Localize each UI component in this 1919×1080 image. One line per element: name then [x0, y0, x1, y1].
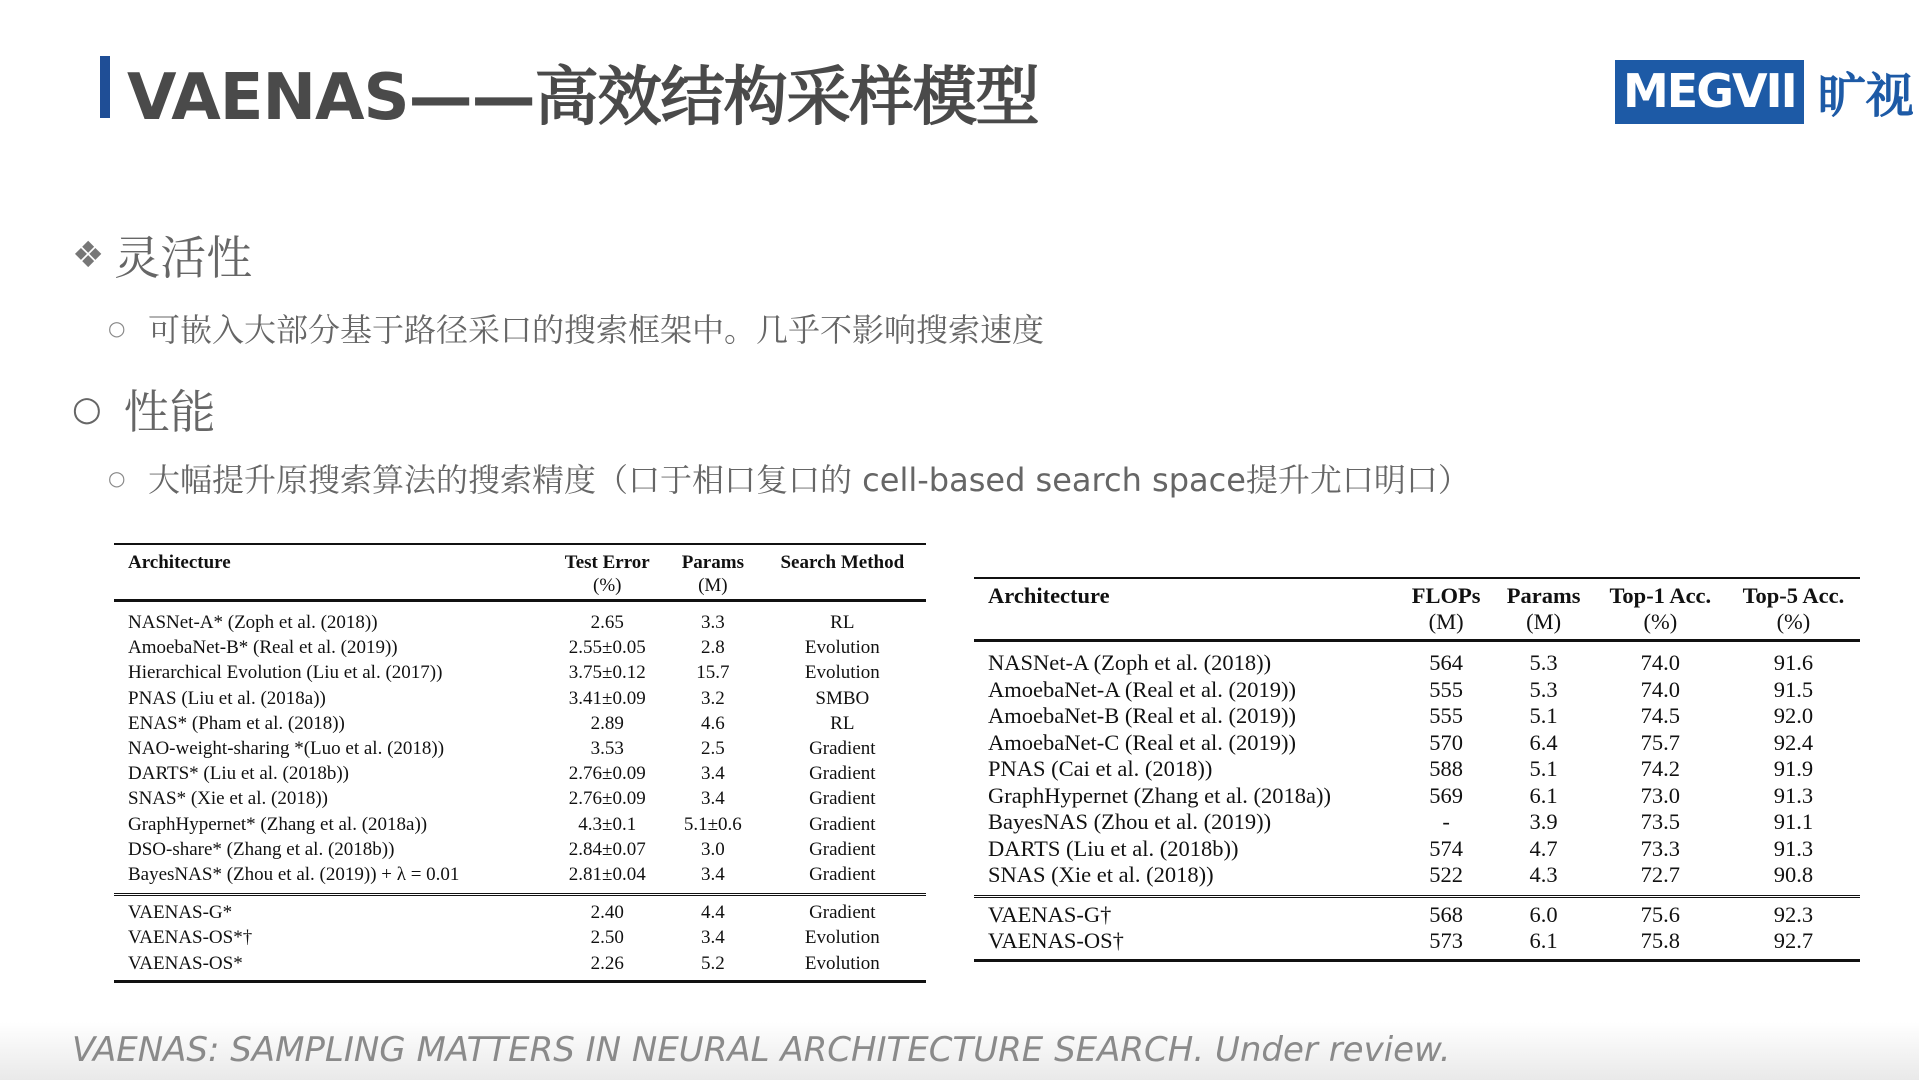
cell-value: 6.0 — [1493, 896, 1593, 928]
cell-value: 3.3 — [700, 612, 725, 633]
cell-value: 91.6 — [1773, 650, 1814, 675]
cell-architecture: Hierarchical Evolution (Liu et al. (2017)) — [128, 662, 443, 684]
cell-value: 72.7 — [1640, 862, 1681, 887]
cell-value: 588 — [1429, 756, 1464, 781]
table-row — [114, 736, 926, 761]
cell-value: 2.40 — [547, 895, 667, 926]
cell-value: RL — [830, 712, 855, 734]
cell-value: 573 — [1399, 928, 1494, 960]
cell-value: 15.7 — [696, 662, 730, 684]
col-test-error: Test Error (%) — [547, 544, 667, 601]
cell-value: 3.75±0.12 — [568, 662, 646, 684]
cell-value: 92.7 — [1727, 928, 1860, 960]
circle-bullet-icon: ○ — [72, 389, 102, 429]
cell-value: 5.3 — [1529, 676, 1558, 702]
cell-value: Gradient — [809, 738, 876, 760]
cell-value: RL — [830, 612, 855, 633]
cell-value: 569 — [1429, 782, 1464, 808]
cell-value: Gradient — [809, 838, 876, 860]
cell-architecture: NASNet-A* (Zoph et al. (2018)) — [128, 612, 378, 633]
cell-architecture: BayesNAS* (Zhou et al. (2019)) + λ = 0.01 — [128, 864, 460, 886]
cell-value: 3.53 — [590, 738, 624, 760]
cell-value: 3.4 — [700, 864, 725, 886]
col-flops: FLOPs (M) — [1399, 578, 1494, 641]
table-row — [114, 812, 926, 837]
cell-architecture: VAENAS-G* — [114, 895, 547, 926]
bullet-performance — [72, 376, 216, 442]
paper-citation: VAENAS: SAMPLING MATTERS IN NEURAL ARCHITECTURE SEARCH. Under review. — [72, 1030, 1451, 1070]
table-header-row — [114, 544, 926, 601]
title-accent-bar — [100, 56, 110, 118]
cell-architecture: PNAS (Cai et al. (2018)) — [988, 756, 1213, 781]
cell-value: 91.9 — [1773, 756, 1814, 781]
cell-architecture: PNAS (Liu et al. (2018a)) — [128, 687, 326, 709]
sub-bullet-performance — [108, 455, 1470, 501]
table-row — [114, 895, 926, 926]
cell-value: 574 — [1429, 835, 1464, 861]
cell-architecture: VAENAS-OS† — [974, 928, 1399, 960]
cell-value: 3.4 — [700, 763, 725, 785]
cell-value: 4.7 — [1529, 835, 1558, 861]
cell-value: 91.3 — [1773, 835, 1814, 861]
col-params: Params (M) — [1493, 578, 1593, 641]
cell-value: 2.76±0.09 — [568, 763, 646, 785]
table-row — [974, 703, 1860, 730]
cell-value: 92.0 — [1773, 703, 1814, 728]
logo-cn-text: 旷视 — [1817, 68, 1914, 124]
cell-architecture: BayesNAS (Zhou et al. (2019)) — [988, 809, 1272, 834]
cell-value: 91.1 — [1773, 809, 1814, 834]
cell-value: 5.3 — [1529, 650, 1558, 675]
diamond-bullet-icon: ❖ — [72, 234, 105, 276]
cell-value: 4.3±0.1 — [578, 813, 637, 835]
cell-architecture: GraphHypernet* (Zhang et al. (2018a)) — [128, 813, 428, 835]
cell-value: 568 — [1399, 896, 1494, 928]
cell-value: Gradient — [809, 788, 876, 810]
cell-architecture: AmoebaNet-B (Real et al. (2019)) — [988, 703, 1297, 728]
cell-value: Gradient — [759, 895, 926, 926]
cell-architecture: NASNet-A (Zoph et al. (2018)) — [988, 650, 1272, 675]
cell-value: 91.3 — [1773, 782, 1814, 808]
table-row — [974, 677, 1860, 704]
table-row — [974, 783, 1860, 810]
cell-value: 73.3 — [1640, 835, 1681, 861]
table-row — [974, 928, 1860, 960]
table-row — [974, 896, 1860, 928]
cell-value: 2.55±0.05 — [568, 637, 646, 659]
table-row — [114, 925, 926, 950]
cell-value: 6.4 — [1529, 729, 1558, 755]
cell-architecture: AmoebaNet-C (Real et al. (2019)) — [988, 729, 1297, 755]
cell-architecture: NAO-weight-sharing *(Luo et al. (2018)) — [128, 738, 445, 760]
cell-architecture: VAENAS-OS*† — [128, 927, 253, 949]
cell-value: 75.8 — [1594, 928, 1727, 960]
cell-architecture: VAENAS-OS* — [114, 951, 547, 982]
cell-value: 522 — [1429, 862, 1464, 887]
cell-value: 74.2 — [1640, 756, 1681, 781]
table-row — [114, 711, 926, 736]
slide-title: VAENAS——高效结构采样模型 — [127, 61, 1039, 135]
cell-value: 4.6 — [700, 712, 725, 734]
cell-value: 3.4 — [700, 788, 725, 810]
bullet-flexibility-text: 灵活性 — [114, 231, 253, 285]
table-row — [114, 601, 926, 636]
cell-value: 555 — [1429, 703, 1464, 728]
cell-value: 3.9 — [1529, 809, 1558, 834]
col-search-method: Search Method — [759, 544, 926, 601]
table-row — [974, 756, 1860, 783]
megvii-logo — [1615, 57, 1914, 126]
cell-value: 2.5 — [700, 738, 725, 760]
circle-bullet-icon: ○ — [108, 466, 126, 490]
sub-bullet-flexibility — [108, 305, 1044, 351]
cell-value: 2.84±0.07 — [568, 838, 646, 860]
circle-bullet-icon: ○ — [108, 316, 126, 340]
cell-value: 75.6 — [1594, 896, 1727, 928]
cell-value: 5.1 — [1529, 756, 1558, 781]
table-row — [974, 641, 1860, 677]
table-row — [974, 809, 1860, 836]
cell-architecture: DARTS* (Liu et al. (2018b)) — [128, 763, 350, 785]
cell-value: 5.2 — [667, 951, 759, 982]
cell-value: 73.5 — [1640, 809, 1681, 834]
cell-architecture: DSO-share* (Zhang et al. (2018b)) — [128, 838, 395, 860]
cell-value: 90.8 — [1773, 862, 1814, 887]
table-row — [114, 761, 926, 786]
sub-bullet-performance-text: 大幅提升原搜索算法的搜索精度（口于相口复口的 cell-based search space提升尤口明口） — [148, 461, 1470, 499]
cell-value: 92.3 — [1727, 896, 1860, 928]
cell-value: 555 — [1429, 676, 1464, 702]
cell-value: 74.0 — [1640, 676, 1681, 702]
cell-value: 4.3 — [1529, 862, 1558, 887]
cell-architecture: ENAS* (Pham et al. (2018)) — [128, 712, 345, 734]
cell-value: 570 — [1429, 729, 1464, 755]
cell-architecture: SNAS (Xie et al. (2018)) — [988, 862, 1214, 887]
cell-value: 3.4 — [700, 927, 725, 949]
cell-value: 3.2 — [700, 687, 725, 709]
cell-value: Evolution — [804, 662, 880, 684]
col-top1: Top-1 Acc. (%) — [1594, 578, 1727, 641]
cell-value: Evolution — [759, 951, 926, 982]
table-row — [114, 837, 926, 862]
cell-value: 92.4 — [1773, 729, 1814, 755]
cell-value: 91.5 — [1773, 676, 1814, 702]
cell-value: Gradient — [809, 864, 876, 886]
cell-value: - — [1442, 809, 1450, 834]
cell-value: SMBO — [815, 687, 870, 709]
table-row — [114, 635, 926, 660]
cell-value: 6.1 — [1493, 928, 1593, 960]
cell-value: Gradient — [809, 763, 876, 785]
table-row — [114, 951, 926, 982]
cell-value: 74.5 — [1640, 703, 1681, 728]
col-architecture: Architecture — [114, 544, 547, 601]
cell-architecture: AmoebaNet-B* (Real et al. (2019)) — [128, 637, 398, 659]
cell-value: 2.81±0.04 — [568, 864, 646, 886]
cell-value: 73.0 — [1640, 782, 1681, 808]
cell-value: 5.1 — [1529, 703, 1558, 728]
cell-value: Gradient — [809, 813, 876, 835]
cell-value: 6.1 — [1529, 782, 1558, 808]
cell-value: Evolution — [804, 637, 880, 659]
cell-value: 2.8 — [700, 637, 725, 659]
table-row — [974, 836, 1860, 863]
bullet-performance-text: 性能 — [123, 385, 216, 439]
cifar-results-table — [114, 543, 926, 983]
cell-value: 2.89 — [590, 712, 624, 734]
cell-value: Evolution — [804, 927, 880, 949]
cell-value: 2.50 — [590, 927, 624, 949]
cell-value: 75.7 — [1640, 729, 1681, 755]
table-row — [114, 862, 926, 895]
table-row — [114, 786, 926, 811]
cell-value: 74.0 — [1640, 650, 1681, 675]
imagenet-results-table — [974, 577, 1860, 962]
table-row — [974, 730, 1860, 757]
table-row — [974, 862, 1860, 896]
col-architecture: Architecture — [974, 578, 1399, 641]
bullet-flexibility — [72, 222, 252, 288]
cell-architecture: SNAS* (Xie et al. (2018)) — [128, 788, 328, 810]
table-row — [114, 686, 926, 711]
cell-value: 3.0 — [700, 838, 725, 860]
sub-bullet-flexibility-text: 可嵌入大部分基于路径采口的搜索框架中。几乎不影响搜索速度 — [148, 311, 1045, 349]
col-params: Params (M) — [667, 544, 759, 601]
cell-value: 2.76±0.09 — [568, 788, 646, 810]
cell-architecture: DARTS (Liu et al. (2018b)) — [988, 835, 1239, 861]
cell-architecture: AmoebaNet-A (Real et al. (2019)) — [988, 676, 1297, 702]
col-top5: Top-5 Acc. (%) — [1727, 578, 1860, 641]
table-row — [114, 660, 926, 685]
cell-value: 2.26 — [547, 951, 667, 982]
cell-architecture: VAENAS-G† — [974, 896, 1399, 928]
cell-architecture: GraphHypernet (Zhang et al. (2018a)) — [988, 782, 1331, 808]
table-header-row — [974, 578, 1860, 641]
cell-value: 5.1±0.6 — [683, 813, 742, 835]
cell-value: 2.65 — [590, 612, 624, 633]
cell-value: 3.41±0.09 — [568, 687, 646, 709]
cell-value: 4.4 — [667, 895, 759, 926]
logo-brand: MEGVII — [1615, 60, 1804, 124]
cell-value: 564 — [1429, 650, 1464, 675]
